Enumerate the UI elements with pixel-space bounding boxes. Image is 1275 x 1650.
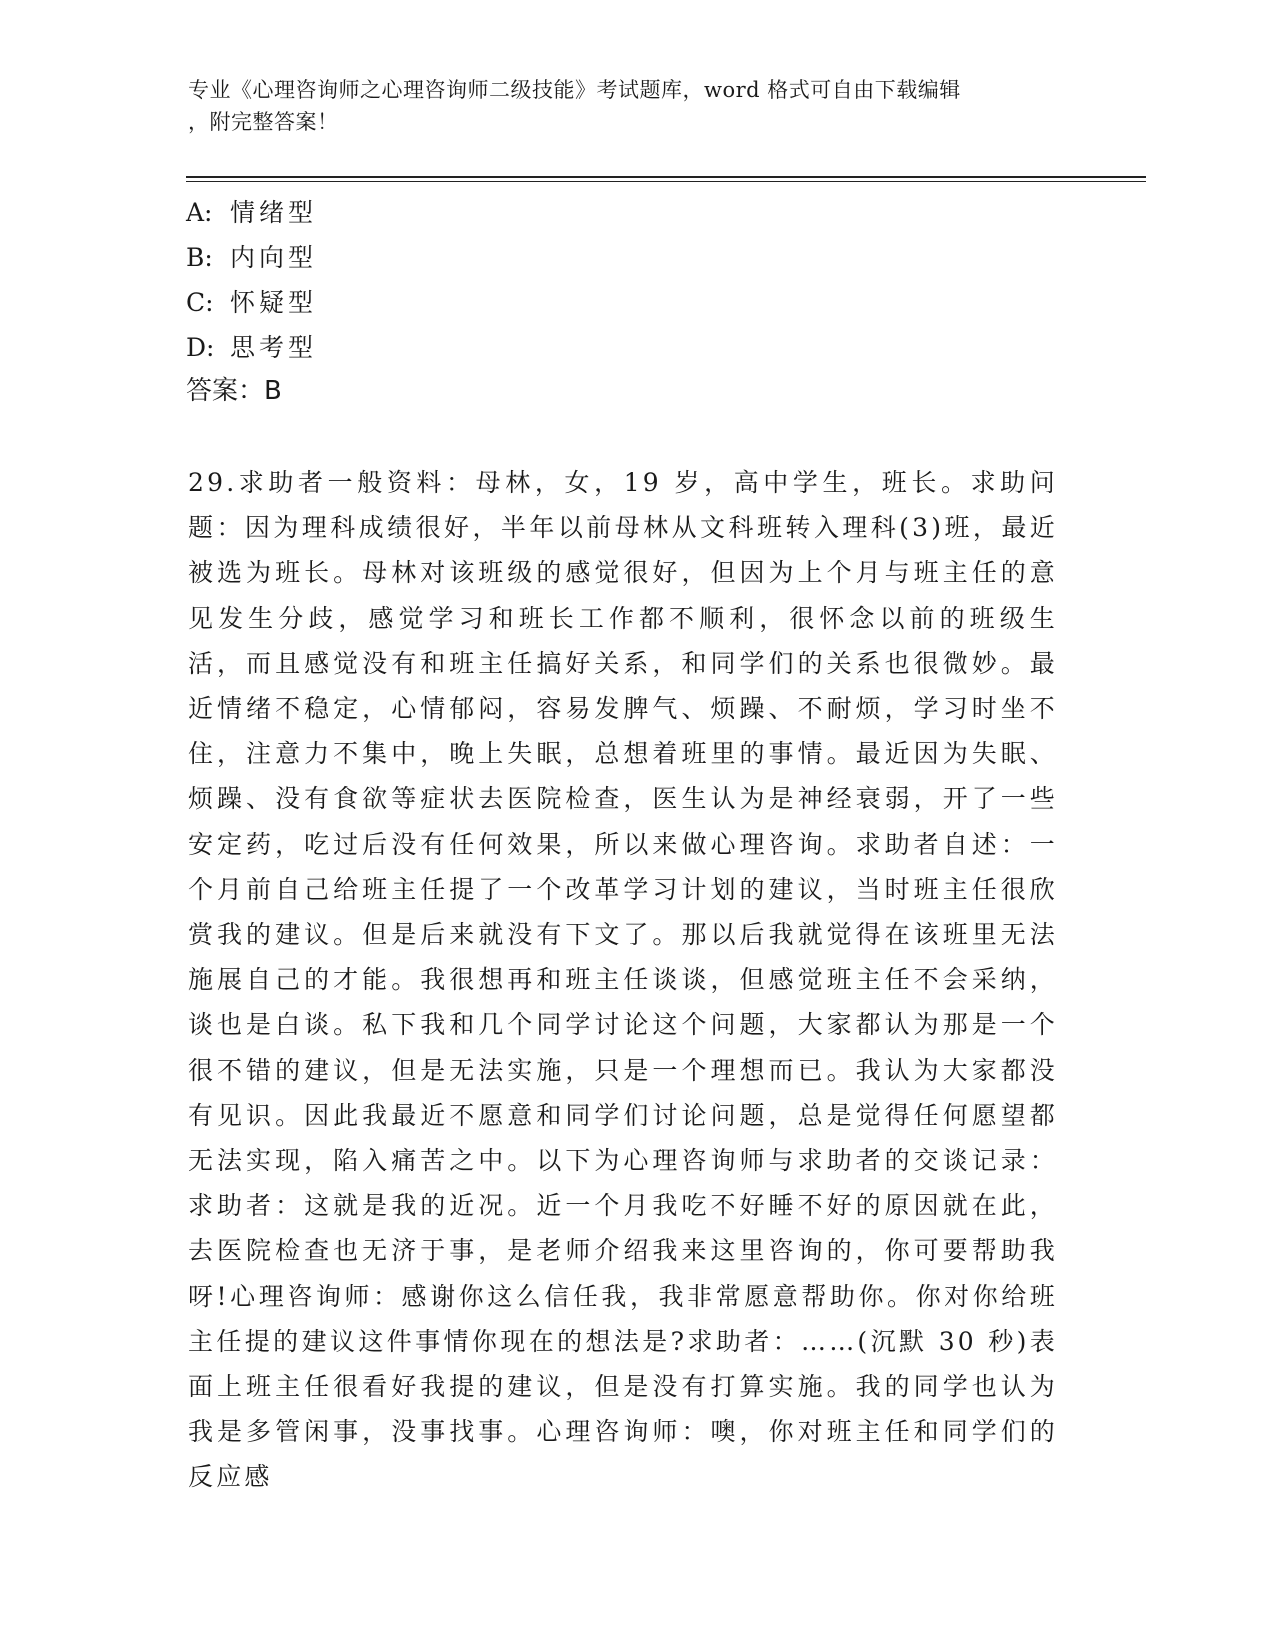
option-b xyxy=(186,235,317,280)
header-divider-thick xyxy=(186,176,1146,178)
option-a xyxy=(186,190,317,235)
header-line-1: 专业《心理咨询师之心理咨询师二级技能》考试题库，word 格式可自由下载编辑 xyxy=(188,78,961,102)
option-letter: B: xyxy=(186,243,213,272)
option-d xyxy=(186,325,317,370)
option-text: 情绪型 xyxy=(230,198,318,227)
option-text: 怀疑型 xyxy=(230,288,318,317)
option-text: 思考型 xyxy=(230,333,318,362)
option-letter: D: xyxy=(186,333,215,362)
document-header xyxy=(188,74,1068,138)
option-text: 内向型 xyxy=(230,243,318,272)
option-letter: C: xyxy=(186,288,214,317)
header-line-2: ，附完整答案！ xyxy=(188,110,339,134)
question-29-body: 29.求助者一般资料：母林，女，19 岁，高中学生，班长。求助问题：因为理科成绩很好，半年以前母林从文科班转入理科(3)班，最近被选为班长。母林对该班级的感觉很好，但因为上个月与班主任的意见发生分歧，感觉学习和班长工作都不顺利，很怀念以前的班级生活，而且感觉没有和班主任搞好关系，和同学们的关系也很微妙。最近情绪不稳定，心情郁闷，容易发脾气、烦躁、不耐烦，学习时坐不住，注意力不集中，晚上失眠，总想着班里的事情。最近因为失眠、烦躁、没有食欲等症状去医院检查，医生认为是神经衰弱，开了一些安定药，吃过后没有任何效果，所以来做心理咨询。求助者自述：一个月前自己给班主任提了一个改革学习计划的建议，当时班主任很欣赏我的建议。但是后来就没有下文了。那以后我就觉得在该班里无法施展自己的才能。我很想再和班主任谈谈，但感觉班主任不会采纳，谈也是白谈。私下我和几个同学讨论这个问题，大家都认为那是一个很不错的建议，但是无法实施，只是一个理想而已。我认为大家都没有见识。因此我最近不愿意和同学们讨论问题，总是觉得任何愿望都无法实现，陷入痛苦之中。以下为心理咨询师与求助者的交谈记录：求助者：这就是我的近况。近一个月我吃不好睡不好的原因就在此，去医院检查也无济于事，是老师介绍我来这里咨询的，你可要帮助我呀!心理咨询师：感谢你这么信任我，我非常愿意帮助你。你对你给班主任提的建议这件事情你现在的想法是?求助者：……(沉默 30 秒)表面上班主任很看好我提的建议，但是没有打算实施。我的同学也认为我是多管闲事，没事找事。心理咨询师：噢，你对班主任和同学们的反应感 xyxy=(188,468,1058,1492)
option-letter: A: xyxy=(186,198,213,227)
header-divider-thin xyxy=(186,181,1146,182)
option-c xyxy=(186,280,317,325)
answer-key: 答案：B xyxy=(186,376,282,406)
answer-options xyxy=(186,190,317,370)
